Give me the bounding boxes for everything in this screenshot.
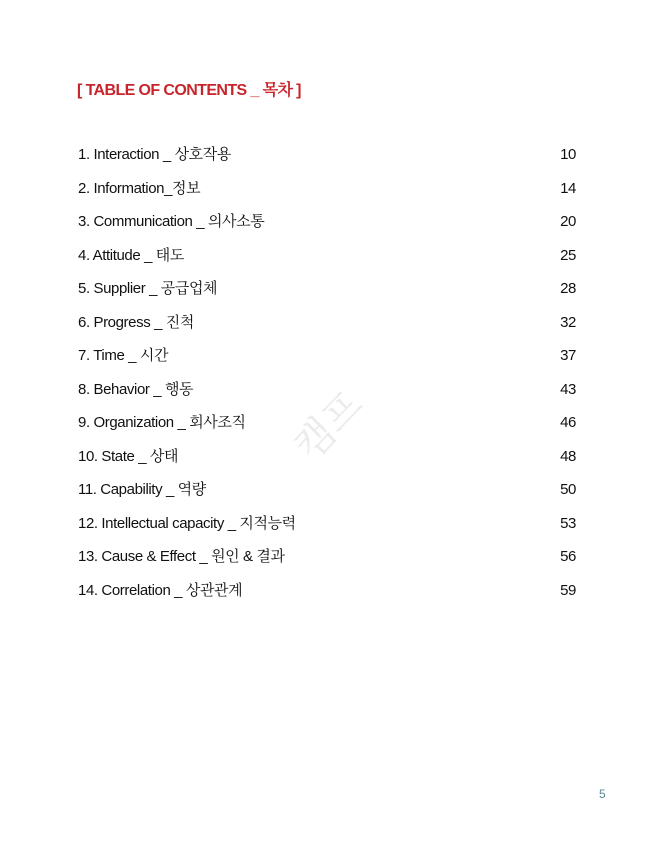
- toc-entry-page: 32: [560, 313, 576, 331]
- toc-entry[interactable]: [78, 380, 576, 414]
- toc-entry-label: 5. Supplier _ 공급업체: [78, 280, 218, 297]
- toc-entry-label: 8. Behavior _ 행동: [78, 380, 194, 398]
- toc-entry-page: 59: [560, 581, 576, 599]
- toc-entry-page: 37: [560, 347, 576, 364]
- toc-entry-page: 43: [560, 380, 576, 398]
- toc-entry[interactable]: [78, 313, 576, 347]
- toc-entry-page: 56: [560, 548, 576, 565]
- toc-entry[interactable]: [78, 246, 576, 280]
- toc-entry[interactable]: [78, 179, 576, 213]
- toc-entry-label: 7. Time _ 시간: [78, 347, 169, 364]
- toc-entry-page: 28: [560, 280, 576, 297]
- toc-entry[interactable]: [78, 514, 576, 548]
- toc-entry-page: 10: [560, 146, 576, 163]
- toc-list: [78, 145, 576, 614]
- toc-entry[interactable]: [78, 413, 576, 447]
- toc-entry[interactable]: [78, 279, 576, 313]
- toc-entry-label: 9. Organization _ 회사조직: [78, 414, 246, 431]
- toc-entry-label: 10. State _ 상태: [78, 447, 179, 465]
- toc-entry-label: 3. Communication _ 의사소통: [78, 213, 265, 230]
- watermark: 캠프: [286, 383, 372, 469]
- toc-entry-page: 50: [560, 481, 576, 498]
- toc-entry-label: 13. Cause & Effect _ 원인 & 결과: [78, 548, 285, 565]
- toc-entry[interactable]: [78, 480, 576, 514]
- toc-entry[interactable]: [78, 212, 576, 246]
- toc-entry-label: 4. Attitude _ 태도: [78, 246, 184, 264]
- toc-entry[interactable]: [78, 145, 576, 179]
- toc-entry[interactable]: [78, 346, 576, 380]
- toc-entry-page: 53: [560, 514, 576, 532]
- page-number: 5: [599, 787, 606, 801]
- toc-entry-page: 48: [560, 447, 576, 465]
- toc-entry-page: 20: [560, 213, 576, 230]
- toc-entry-page: 25: [560, 246, 576, 264]
- toc-entry-label: 1. Interaction _ 상호작용: [78, 146, 231, 163]
- toc-entry[interactable]: [78, 447, 576, 481]
- toc-entry-page: 14: [560, 179, 576, 197]
- toc-entry-page: 46: [560, 414, 576, 431]
- toc-entry-label: 11. Capability _ 역량: [78, 481, 206, 498]
- toc-title: [ TABLE OF CONTENTS _ 목차 ]: [77, 82, 301, 99]
- toc-entry[interactable]: [78, 581, 576, 615]
- toc-entry[interactable]: [78, 547, 576, 581]
- toc-entry-label: 14. Correlation _ 상관관계: [78, 581, 243, 599]
- toc-entry-label: 2. Information_정보: [78, 179, 201, 197]
- toc-entry-label: 6. Progress _ 진척: [78, 313, 194, 331]
- toc-entry-label: 12. Intellectual capacity _ 지적능력: [78, 514, 296, 532]
